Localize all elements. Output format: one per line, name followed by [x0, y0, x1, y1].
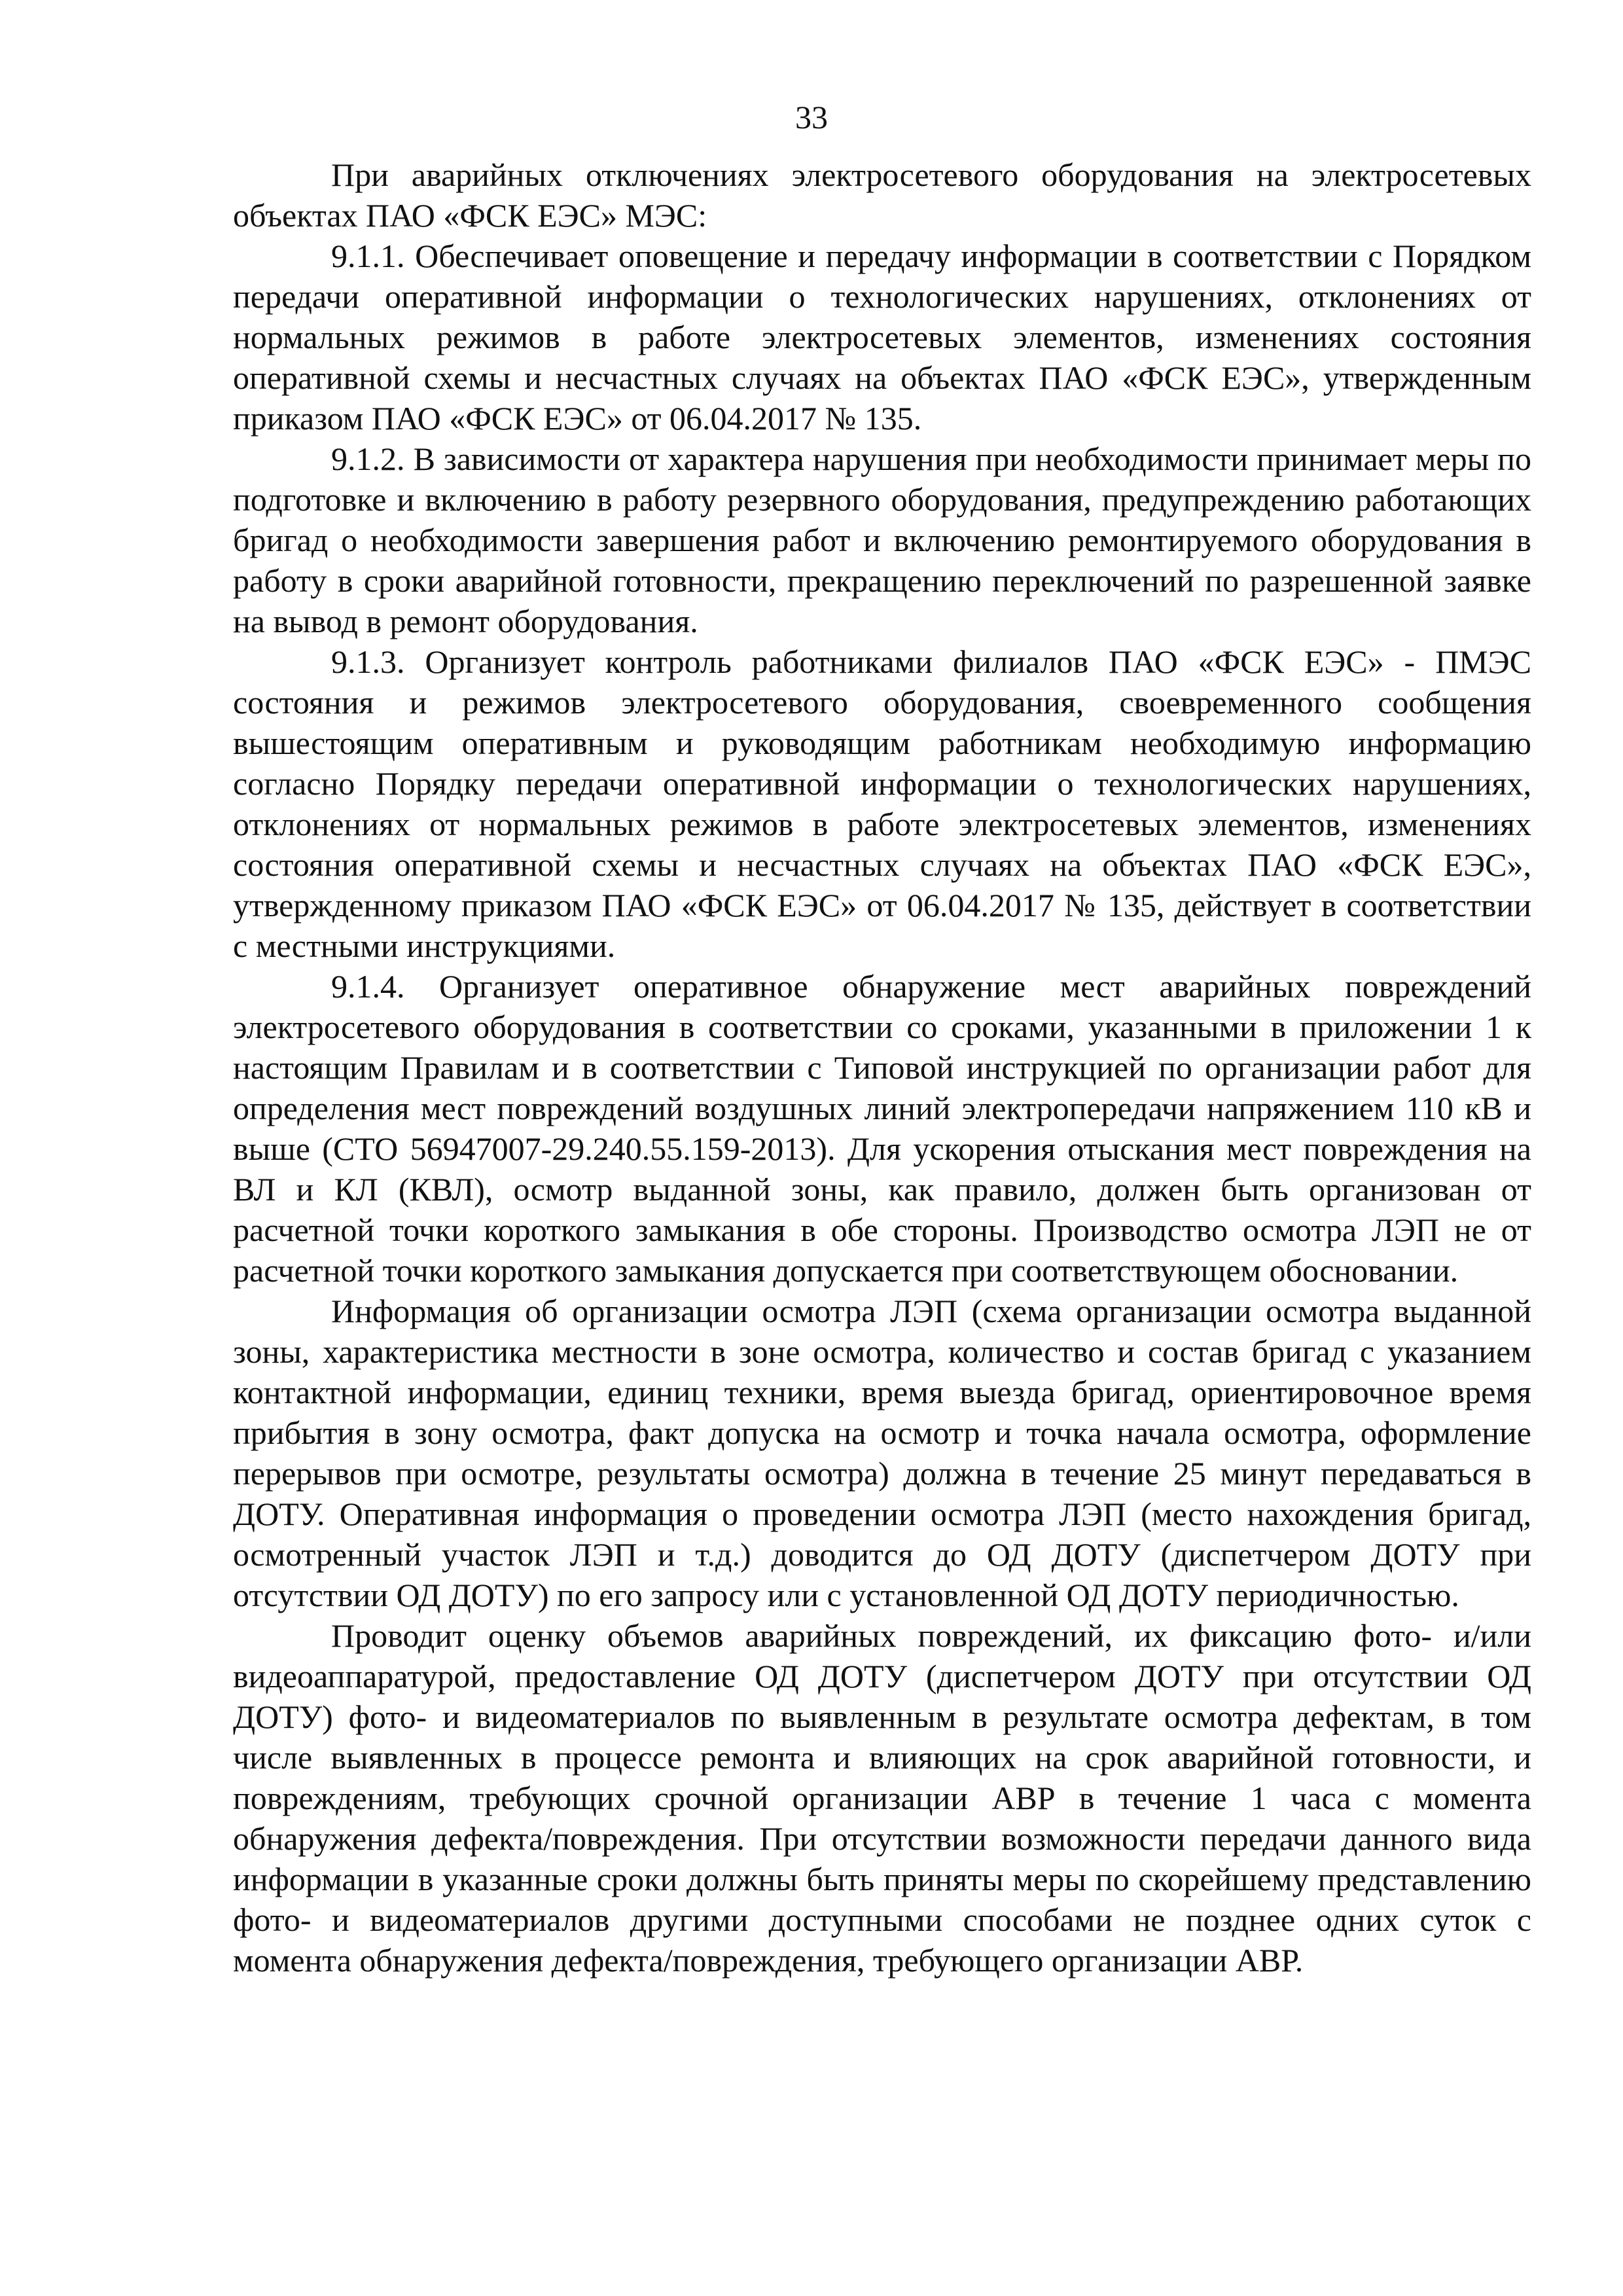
clause-text: Обеспечивает оповещение и передачу информации в соответствии с Порядком передачи оперативной информации о технологических нарушениях, отклонениях от нормальных режимов в работе электросетевых элементов, изменениях состояния оперативной схемы и несчастных случаях на объектах ПАО «ФСК ЕЭС», утвержденным приказом ПАО «ФСК ЕЭС» от 06.04.2017 № 135. [233, 238, 1531, 437]
clause-9-1-4 [233, 966, 1531, 1291]
clause-text: Организует оперативное обнаружение мест аварийных повреждений электросетевого оборудования в соответствии со сроками, указанными в приложении 1 к настоящим Правилам и в соответствии с Типовой инструкцией по организации работ для определения мест повреждений воздушных линий электропередачи напряжением 110 кВ и выше (СТО 56947007-29.240.55.159-2013). Для ускорения отыскания мест повреждения на ВЛ и КЛ (КВЛ), осмотр выданной зоны, как правило, должен быть организован от расчетной точки короткого замыкания в обе стороны. Производство осмотра ЛЭП не от расчетной точки короткого замыкания допускается при соответствующем обосновании. [233, 968, 1531, 1289]
paragraph-text: Проводит оценку объемов аварийных повреждений, их фиксацию фото- и/или видеоаппаратурой, предоставление ОД ДОТУ (диспетчером ДОТУ при отсутствии ОД ДОТУ) фото- и видеоматериалов по выявленным в результате осмотра дефектам, в том числе выявленных в процессе ремонта и влияющих на срок аварийной готовности, и повреждениям, требующих срочной организации АВР в течение 1 часа с момента обнаружения дефекта/повреждения. При отсутствии возможности передачи данного вида информации в указанные сроки должны быть приняты меры по скорейшему представлению фото- и видеоматериалов другими доступными способами не позднее одних суток с момента обнаружения дефекта/повреждения, требующего организации АВР. [233, 1617, 1531, 1979]
paragraph-text: Информация об организации осмотра ЛЭП (схема организации осмотра выданной зоны, характеристика местности в зоне осмотра, количество и состав бригад с указанием контактной информации, единиц техники, время выезда бригад, ориентировочное время прибытия в зону осмотра, факт допуска на осмотр и точка начала осмотра, оформление перерывов при осмотре, результаты осмотра) должна в течение 25 минут передаваться в ДОТУ. Оперативная информация о проведении осмотра ЛЭП (место нахождения бригад, осмотренный участок ЛЭП и т.д.) доводится до ОД ДОТУ (диспетчером ДОТУ при отсутствии ОД ДОТУ) по его запросу или с установленной ОД ДОТУ периодичностью. [233, 1293, 1531, 1613]
inspection-info-paragraph [233, 1291, 1531, 1615]
clause-number: 9.1.2. [331, 440, 405, 477]
clause-9-1-3 [233, 641, 1531, 966]
damage-assessment-paragraph [233, 1615, 1531, 1981]
clause-text: В зависимости от характера нарушения при необходимости принимает меры по подготовке и включению в работу резервного оборудования, предупреждению работающих бригад о необходимости завершения работ и включению ремонтируемого оборудования в работу в сроки аварийной готовности, прекращению переключений по разрешенной заявке на вывод в ремонт оборудования. [233, 440, 1531, 639]
document-body [233, 154, 1531, 1981]
page-number: 33 [795, 99, 828, 135]
clause-number: 9.1.3. [331, 643, 405, 680]
clause-text: Организует контроль работниками филиалов ПАО «ФСК ЕЭС» - ПМЭС состояния и режимов электросетевого оборудования, своевременного сообщения вышестоящим оперативным и руководящим работникам необходимую информацию согласно Порядку передачи оперативной информации о технологических нарушениях, отклонениях от нормальных режимов в работе электросетевых элементов, изменениях состояния оперативной схемы и несчастных случаях на объектах ПАО «ФСК ЕЭС», утвержденному приказом ПАО «ФСК ЕЭС» от 06.04.2017 № 135, действует в соответствии с местными инструкциями. [233, 643, 1531, 964]
clause-9-1-1 [233, 236, 1531, 439]
clause-number: 9.1.1. [331, 238, 405, 274]
clause-9-1-2 [233, 439, 1531, 641]
paragraph-text: При аварийных отключениях электросетевого оборудования на электросетевых объектах ПАО «ФСК ЕЭС» МЭС: [233, 156, 1531, 234]
intro-paragraph [233, 154, 1531, 236]
clause-number: 9.1.4. [331, 968, 405, 1005]
